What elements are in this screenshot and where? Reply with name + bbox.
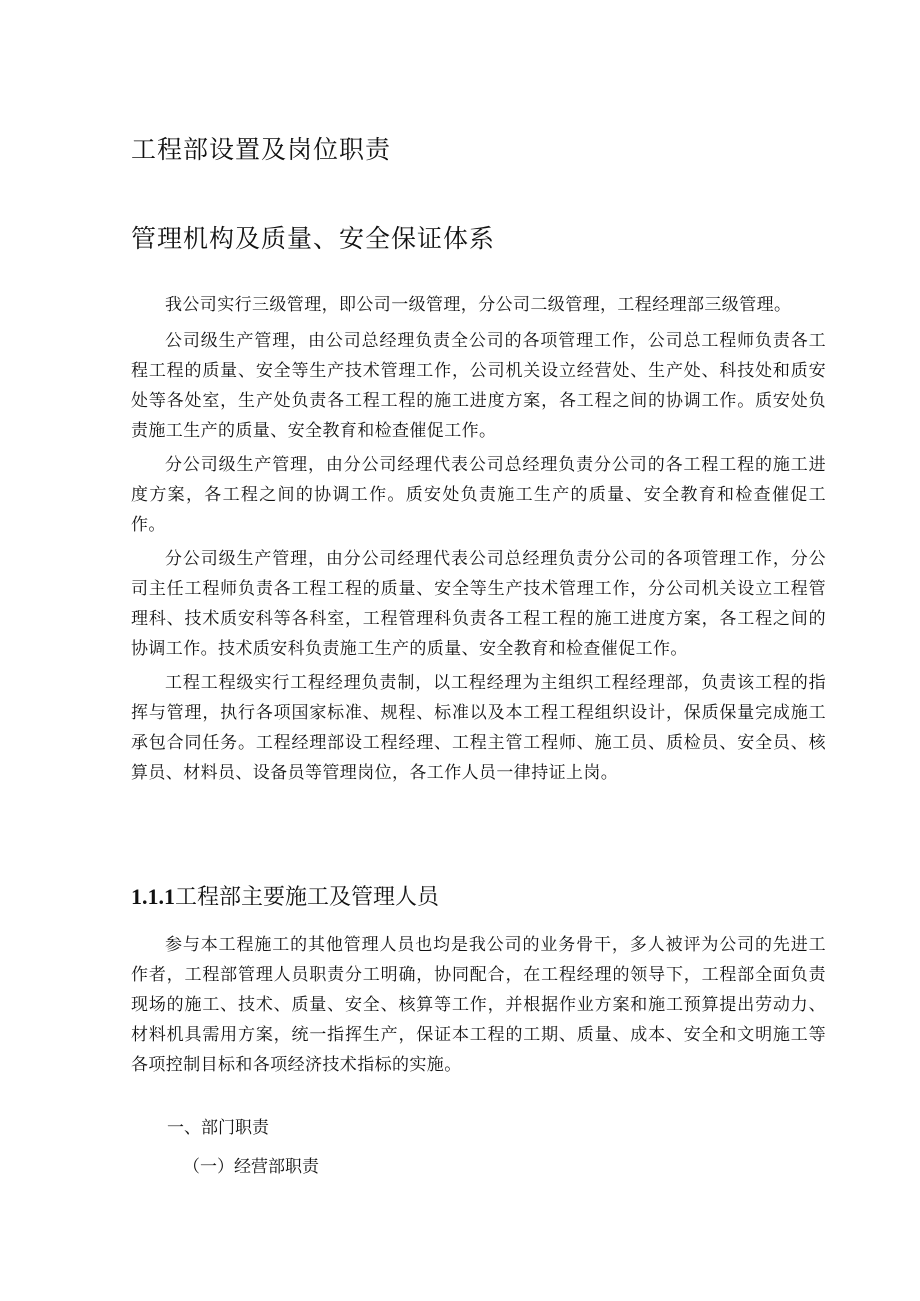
- paragraph-3: 分公司级生产管理，由分公司经理代表公司总经理负责分公司的各工程工程的施工进度方案，各工程之间的协调工作。质安处负责施工生产的质量、安全教育和检查催促工作。: [131, 455, 826, 535]
- paragraph-5: 工程工程级实行工程经理负责制，以工程经理为主组织工程经理部，负责该工程的指挥与管理，执行各项国家标准、规程、标准以及本工程工程组织设计，保质保量完成施工承包合同任务。工程经理部设工程经理、工程主管工程师、施工员、质检员、安全员、核算员、材料员、设备员等管理岗位，各工作人员一律持证上岗。: [131, 673, 826, 783]
- subsection-heading: [131, 880, 439, 915]
- list-heading: 一、部门职责: [167, 1118, 269, 1138]
- subsection-title: 工程部主要施工及管理人员: [175, 885, 440, 910]
- paragraph-4: 分公司级生产管理，由分公司经理代表公司总经理负责分公司的各项管理工作，分公司主任工程师负责各工程工程的质量、安全等生产技术管理工作，分公司机关设立工程管理科、技术质安科等各科室，工程管理科负责各工程工程的施工进度方案，各工程之间的协调工作。技术质安科负责施工生产的质量、安全教育和检查催促工作。: [131, 549, 826, 659]
- subsection-body: [131, 930, 826, 1080]
- paragraph-2: 公司级生产管理，由公司总经理负责全公司的各项管理工作，公司总工程师负责各工程工程的质量、安全等生产技术管理工作，公司机关设立经营处、生产处、科技处和质安处等各处室，生产处负责各工程工程的施工进度方案，各工程之间的协调工作。质安处负责施工生产的质量、安全教育和检查催促工作。: [131, 331, 826, 441]
- list-subheading: （一）经营部职责: [183, 1157, 319, 1177]
- paragraph-1: 我公司实行三级管理，即公司一级管理，分公司二级管理，工程经理部三级管理。: [165, 295, 792, 315]
- document-title: 工程部设置及岗位职责: [131, 135, 392, 164]
- subsection-paragraph: 参与本工程施工的其他管理人员也均是我公司的业务骨干，多人被评为公司的先进工作者，工程部管理人员职责分工明确，协同配合，在工程经理的领导下，工程部全面负责现场的施工、技术、质量、安全、核算等工作，并根据作业方案和施工预算提出劳动力、材料机具需用方案，统一指挥生产，保证本工程的工期、质量、成本、安全和文明施工等各项控制目标和各项经济技术指标的实施。: [131, 935, 826, 1075]
- section-body: [131, 290, 826, 788]
- section-title: 管理机构及质量、安全保证体系: [131, 224, 496, 253]
- subsection-number: 1.1.1: [131, 884, 175, 909]
